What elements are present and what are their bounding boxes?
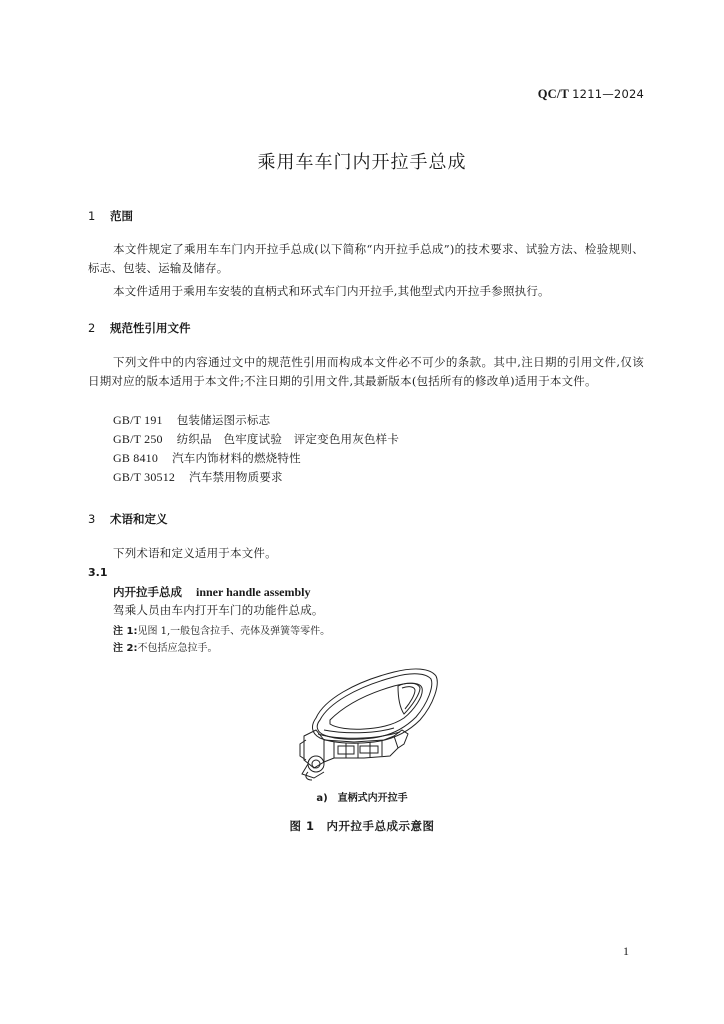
section-heading-scope — [88, 208, 133, 224]
section-title: 范围 — [110, 209, 133, 223]
standard-prefix: QC/T — [537, 87, 569, 101]
note-item — [113, 622, 330, 637]
reference-title: 包装储运图示标志 — [176, 413, 271, 427]
term-definition: 驾乘人员由车内打开车门的功能件总成。 — [113, 603, 324, 617]
section-number: 2 — [88, 321, 96, 335]
note-text: 不包括应急拉手。 — [137, 643, 218, 654]
reference-code: GB/T 191 — [113, 413, 163, 427]
reference-item — [113, 450, 301, 466]
reference-item — [113, 431, 399, 447]
reference-code: GB 8410 — [113, 451, 159, 465]
inner-handle-drawing — [294, 660, 440, 782]
standard-number: 1211—2024 — [572, 87, 644, 101]
paragraph: 本文件适用于乘用车安装的直柄式和环式车门内开拉手,其他型式内开拉手参照执行。 — [113, 284, 550, 298]
section-heading-terms — [88, 511, 168, 527]
section-title: 规范性引用文件 — [110, 321, 191, 335]
standard-code — [538, 87, 644, 102]
term-entry — [113, 584, 310, 600]
document-title: 乘用车车门内开拉手总成 — [257, 152, 467, 173]
term-chinese: 内开拉手总成 — [113, 585, 182, 599]
figure-subcaption: a) 直柄式内开拉手 — [316, 793, 408, 804]
note-item — [113, 639, 217, 654]
note-label: 注 2: — [113, 643, 138, 654]
figure-caption: 图 1 内开拉手总成示意图 — [289, 819, 435, 833]
paragraph: 本文件规定了乘用车车门内开拉手总成(以下简称“内开拉手总成”)的技术要求、试验方法、检验规则、标志、包装、运输及储存。 — [88, 242, 644, 275]
reference-item — [113, 412, 270, 428]
paragraph: 下列术语和定义适用于本文件。 — [113, 546, 277, 560]
note-text: 见图 1,一般包含拉手、壳体及弹簧等零件。 — [137, 626, 331, 637]
reference-title: 汽车禁用物质要求 — [189, 470, 283, 484]
paragraph: 下列文件中的内容通过文中的规范性引用而构成本文件必不可少的条款。其中,注日期的引用文件,仅该日期对应的版本适用于本文件;不注日期的引用文件,其最新版本(包括所有的修改单)适用于本文件。 — [88, 355, 644, 388]
section-title: 术语和定义 — [110, 512, 168, 526]
note-label: 注 1: — [113, 626, 138, 637]
reference-code: GB/T 30512 — [113, 470, 176, 484]
section-number: 1 — [88, 209, 96, 223]
reference-code: GB/T 250 — [113, 432, 163, 446]
page-number: 1 — [623, 944, 629, 958]
reference-title: 纺织品 色牢度试验 评定变色用灰色样卡 — [176, 432, 400, 446]
reference-item — [113, 469, 283, 485]
reference-title: 汽车内饰材料的燃烧特性 — [172, 451, 301, 465]
clause-number: 3.1 — [88, 566, 108, 579]
section-number: 3 — [88, 512, 96, 526]
section-heading-normative-refs — [88, 320, 191, 336]
term-english: inner handle assembly — [196, 585, 311, 599]
